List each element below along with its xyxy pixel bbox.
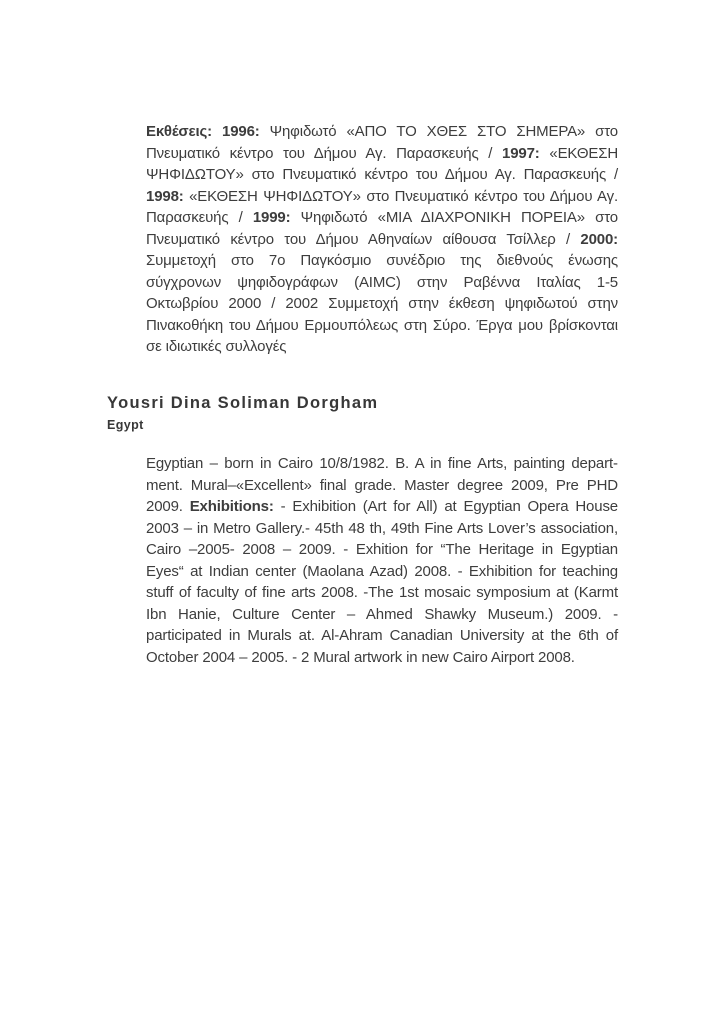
artist-country-label: Egypt xyxy=(107,418,144,432)
artist-name-heading: Yousri Dina Soliman Dorgham xyxy=(107,394,379,412)
artist-bio-paragraph: Egyptian – born in Cairo 10/8/1982. B. A in fine Arts, painting department. Mural–«Excellent» final grade. Master degree 2009, Pre PHD 2009. Exhibitions: - Exhibition (Art for All) at Egyptian Opera House 2003 – in Metro Gallery.- 45th 48 th, 49th Fine Arts Lover’s association, Cairo –2005- 2008 – 2009. - Exhition for “The Heritage in Egyptian Eyes“ at Indian center (Maolana Azad) 2008. - Exhibition for teaching stuff of faculty of fine arts 2008. -The 1st mosaic symposium at (Karmt Ibn Hanie, Culture Center – Ahmed Shawky Museum.) 2009. - participated in Murals at. Al-Ahram Canadian University at the 6th of October 2004 – 2005. - 2 Mural artwork in new Cairo Airport 2008. xyxy=(146,455,618,666)
greek-exhibitions-paragraph: Εκθέσεις: 1996: Ψηφιδωτό «ΑΠΟ ΤΟ ΧΘΕΣ ΣΤΟ ΣΗΜΕΡΑ» στο Πνευματικό κέντρο του Δήμου Αγ. Παρασκευής / 1997: «ΕΚΘΕΣΗ ΨΗΦΙΔΩΤΟΥ» στο Πνευματικό κέντρο του Δήμου Αγ. Παρασκευής / 1998: «ΕΚΘΕΣΗ ΨΗΦΙΔΩΤΟΥ» στο Πνευματικό κέντρο του Δήμου Αγ. Παρασκευής / 1999: Ψηφιδωτό «ΜΙΑ ΔΙΑΧΡΟΝΙΚΗ ΠΟΡΕΙΑ» στο Πνευματικό κέντρο του Δήμου Αθηναίων αίθουσα Τσίλλερ / 2000: Συμμετοχή στο 7ο Παγκόσμιο συνέδριο της διεθνούς ένωσης σύγχρονων ψηφιδογράφων (AIMC) στην Ραβέννα Ιταλίας 1-5 Οκτωβρίου 2000 / 2002 Συμμετοχή στην έκθεση ψηφιδωτού στην Πινακοθήκη του Δήμου Ερμουπόλεως στη Σύρο. Έργα μου βρίσκονται σε ιδιωτικές συλλογές xyxy=(146,123,619,355)
